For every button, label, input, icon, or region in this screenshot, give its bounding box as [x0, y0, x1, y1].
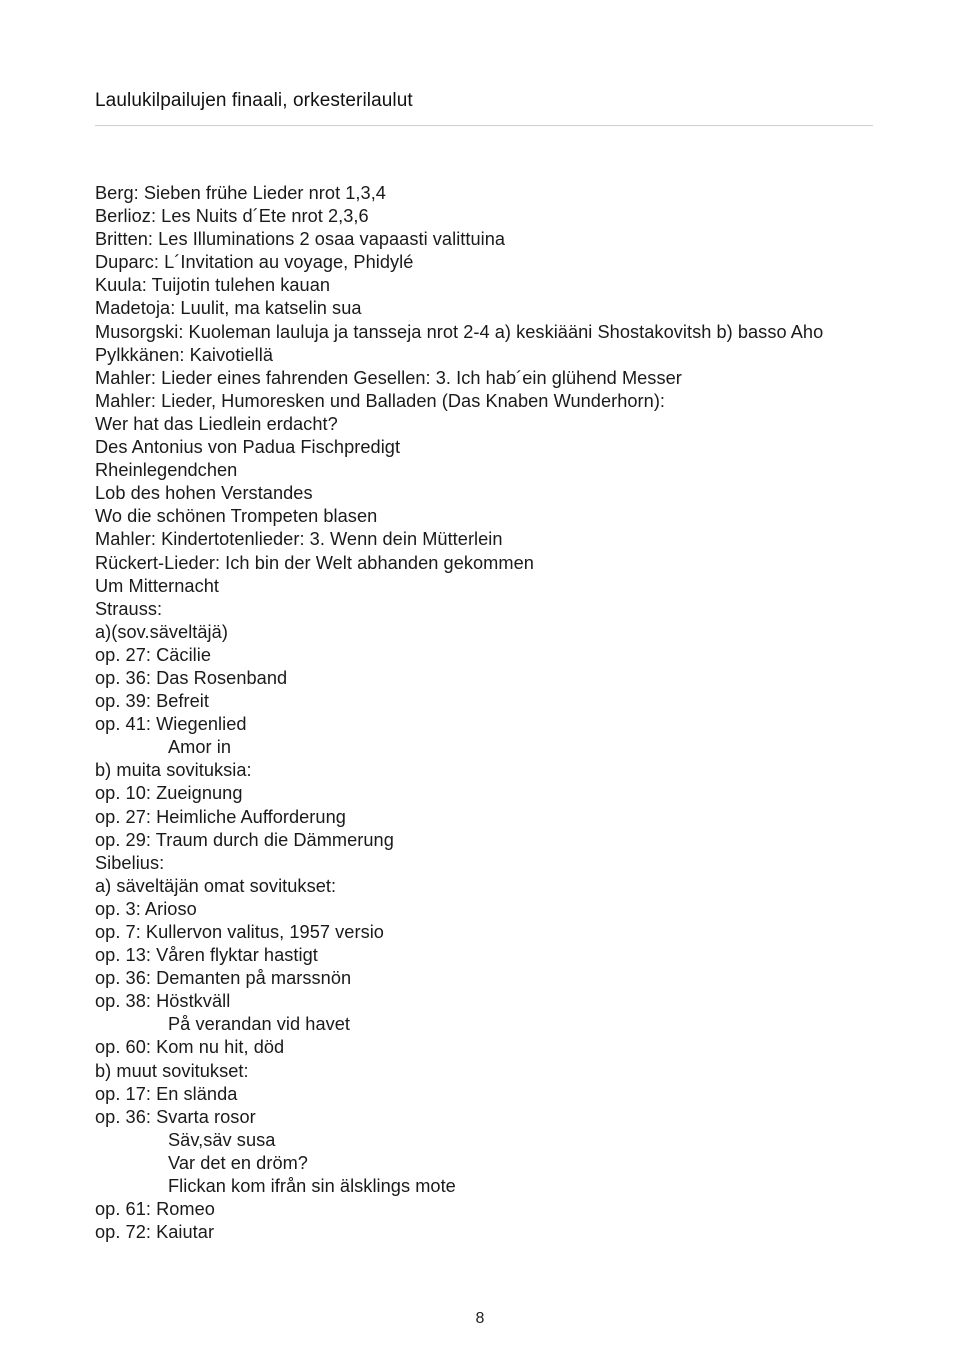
repertoire-line: op. 36: Svarta rosor [95, 1106, 256, 1127]
repertoire-line: op. 60: Kom nu hit, död [95, 1037, 285, 1058]
repertoire-line: Musorgski: Kuoleman lauluja ja tansseja nrot 2-4 a) keskiääni Shostakovitsh b) basso Aho [95, 321, 824, 342]
repertoire-line: op. 36: Das Rosenband [95, 667, 288, 688]
repertoire-line: Madetoja: Luulit, ma katselin sua [95, 298, 362, 319]
repertoire-line: Mahler: Lieder, Humoresken und Balladen (Das Knaben Wunderhorn): [95, 390, 666, 411]
header-rule [95, 125, 873, 126]
repertoire-line: op. 39: Befreit [95, 691, 209, 712]
repertoire-line: op. 10: Zueignung [95, 783, 243, 804]
repertoire-line: op. 36: Demanten på marssnön [95, 968, 352, 989]
page-number: 8 [475, 1310, 485, 1327]
repertoire-list [95, 182, 823, 1244]
repertoire-line: op. 72: Kaiutar [95, 1222, 215, 1243]
repertoire-line: op. 41: Wiegenlied [95, 714, 247, 735]
repertoire-line: op. 13: Våren flyktar hastigt [95, 945, 318, 966]
repertoire-line: Sibelius: [95, 852, 165, 873]
repertoire-line: Strauss: [95, 598, 163, 619]
repertoire-line: b) muut sovitukset: [95, 1060, 249, 1081]
repertoire-line: Wer hat das Liedlein erdacht? [95, 413, 338, 434]
repertoire-line: op. 17: En slända [95, 1083, 238, 1104]
repertoire-line: Pylkkänen: Kaivotiellä [95, 344, 274, 365]
repertoire-line: Duparc: L´Invitation au voyage, Phidylé [95, 252, 414, 273]
repertoire-line: op. 27: Heimliche Aufforderung [95, 806, 346, 827]
repertoire-line: Wo die schönen Trompeten blasen [95, 506, 378, 527]
repertoire-line: Var det en dröm? [168, 1152, 308, 1173]
repertoire-line: Des Antonius von Padua Fischpredigt [95, 437, 401, 458]
repertoire-line: På verandan vid havet [168, 1014, 351, 1035]
repertoire-line: Rheinlegendchen [95, 460, 238, 481]
repertoire-line: a)(sov.säveltäjä) [95, 621, 228, 642]
repertoire-line: Amor in [168, 737, 232, 758]
repertoire-line: op. 38: Höstkväll [95, 991, 231, 1012]
repertoire-line: Berg: Sieben frühe Lieder nrot 1,3,4 [95, 183, 386, 203]
repertoire-line: Säv,säv susa [168, 1129, 276, 1150]
repertoire-line: Mahler: Lieder eines fahrenden Gesellen: 3. Ich hab´ein glühend Messer [95, 367, 682, 388]
repertoire-line: Flickan kom ifrån sin älsklings mote [168, 1176, 456, 1197]
repertoire-line: op. 7: Kullervon valitus, 1957 versio [95, 922, 384, 942]
page-title: Laulukilpailujen finaali, orkesterilaulut [95, 90, 413, 111]
repertoire-line: Berlioz: Les Nuits d´Ete nrot 2,3,6 [95, 206, 369, 227]
repertoire-line: Britten: Les Illuminations 2 osaa vapaasti valittuina [95, 229, 506, 250]
repertoire-line: b) muita sovituksia: [95, 760, 252, 781]
repertoire-line: Mahler: Kindertotenlieder: 3. Wenn dein Mütterlein [95, 529, 503, 550]
repertoire-line: Um Mitternacht [95, 575, 219, 596]
repertoire-line: op. 27: Cäcilie [95, 644, 212, 665]
repertoire-line: op. 3: Arioso [95, 898, 197, 919]
repertoire-line: op. 29: Traum durch die Dämmerung [95, 829, 394, 850]
repertoire-line: Kuula: Tuijotin tulehen kauan [95, 275, 331, 296]
repertoire-line: op. 61: Romeo [95, 1199, 215, 1220]
repertoire-line: a) säveltäjän omat sovitukset: [95, 875, 337, 896]
repertoire-line: Lob des hohen Verstandes [95, 483, 313, 504]
repertoire-line: Rückert-Lieder: Ich bin der Welt abhanden gekommen [95, 552, 534, 573]
